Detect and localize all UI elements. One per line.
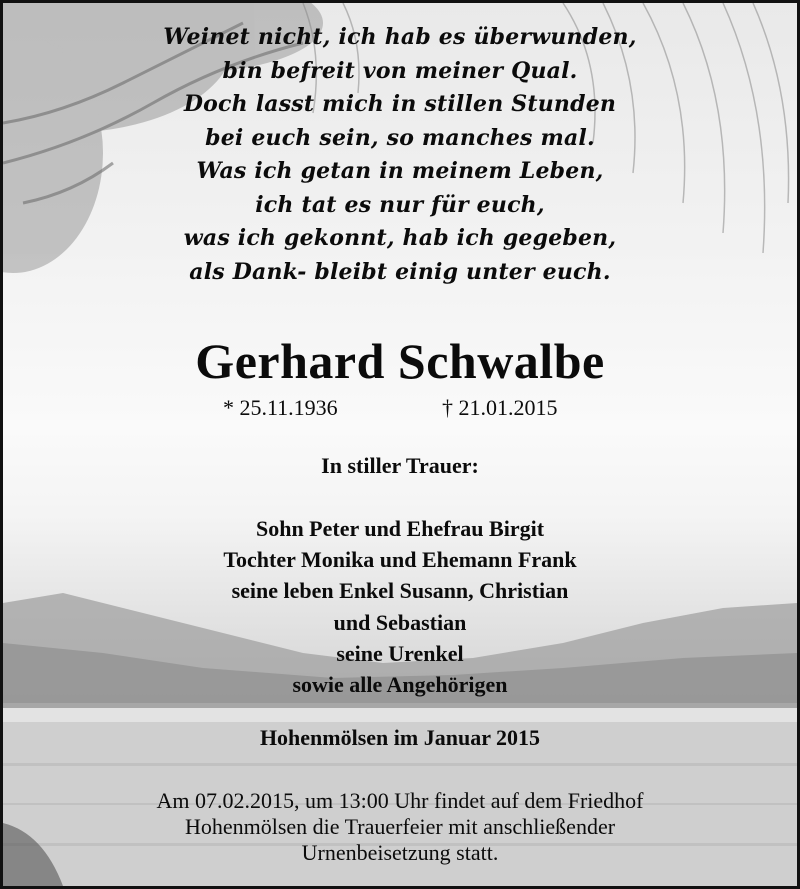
ceremony-notice	[3, 788, 797, 866]
mourner-line: seine leben Enkel Susann, Christian	[231, 578, 569, 604]
place-and-date: Hohenmölsen im Januar 2015	[259, 725, 541, 750]
poem-line: bin befreit von meiner Qual.	[222, 57, 578, 84]
mourner-line: sowie alle Angehörigen	[292, 672, 508, 698]
mourning-heading: In stiller Trauer:	[321, 453, 479, 478]
poem-line: ich tat es nur für euch,	[255, 191, 545, 218]
mourner-line: seine Urenkel	[336, 640, 464, 666]
mourner-line: und Sebastian	[333, 609, 467, 635]
death-date: † 21.01.2015	[442, 395, 558, 420]
mourner-line: Sohn Peter und Ehefrau Birgit	[255, 516, 545, 541]
birth-date: * 25.11.1936	[223, 395, 338, 420]
poem-line: Weinet nicht, ich hab es überwunden,	[163, 24, 637, 50]
poem-line: was ich gekonnt, hab ich gegeben,	[183, 225, 617, 251]
ceremony-line: Urnenbeisetzung statt.	[301, 840, 499, 865]
poem-line: Doch lasst mich in stillen Stunden	[183, 91, 617, 117]
ceremony-line: Am 07.02.2015, um 13:00 Uhr findet auf dem Friedhof	[156, 788, 644, 813]
ceremony-line: Hohenmölsen die Trauerfeier mit anschließender	[184, 814, 616, 839]
mourners-list	[3, 513, 797, 700]
mourner-line: Tochter Monika und Ehemann Frank	[223, 547, 577, 573]
poem	[3, 21, 797, 289]
poem-line: Was ich getan in meinem Leben,	[196, 158, 604, 184]
deceased-name: Gerhard Schwalbe	[195, 333, 605, 389]
poem-line: bei euch sein, so manches mal.	[205, 124, 595, 151]
poem-line: als Dank- bleibt einig unter euch.	[189, 258, 611, 285]
